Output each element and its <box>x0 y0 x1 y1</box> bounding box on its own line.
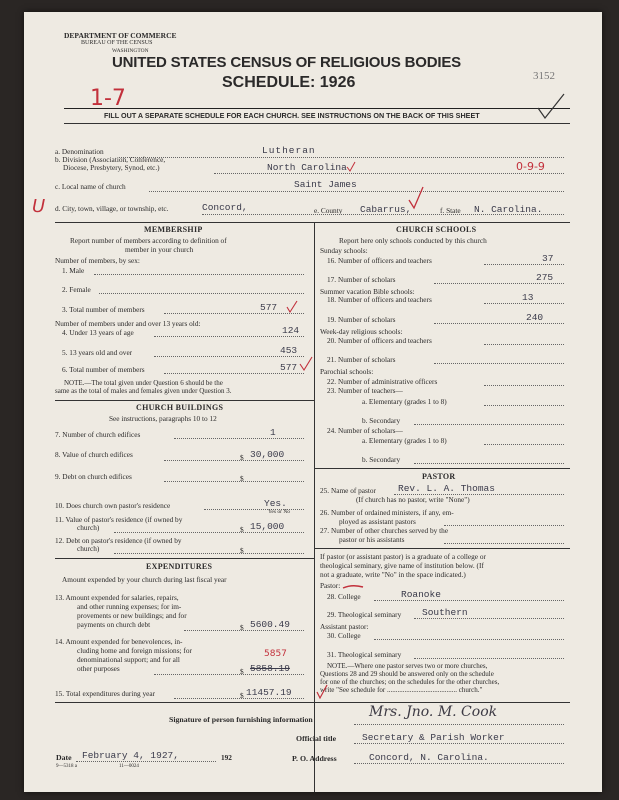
assistant-seminary-line <box>414 658 564 659</box>
benevolences-label-2: cluding home and foreign missions; for <box>77 646 192 655</box>
ordained-ministers-line <box>444 525 564 526</box>
total-members-line <box>164 313 304 314</box>
membership-intro-2: member in your church <box>125 245 194 254</box>
check-mark-icon <box>536 92 562 118</box>
sunday-officers-line <box>484 264 564 265</box>
weekday-officers-label: 20. Number of officers and teachers <box>327 336 432 345</box>
official-title-line <box>354 743 564 744</box>
sunday-officers-label: 16. Number of officers and teachers <box>327 256 432 265</box>
membership-note-2: same as the total of males and females given under Question 3. <box>55 387 232 395</box>
signature-value: Mrs. Jno. M. Cook <box>369 704 498 720</box>
assistant-seminary-label: 31. Theological seminary <box>327 650 402 659</box>
residence-debt-line <box>114 553 304 554</box>
total-expenditures-value: 11457.19 <box>246 687 292 698</box>
under-13-line <box>154 336 304 337</box>
residence-owned-label: 10. Does church own pastor's residence <box>55 501 171 510</box>
signature-line <box>354 724 564 725</box>
running-expenses-label-4: payments on church debt <box>77 620 151 629</box>
edifices-value-value: 30,000 <box>250 449 285 460</box>
edifices-debt-dollar: $ <box>240 474 244 483</box>
state-label: f. State <box>440 206 461 215</box>
teachers-elementary-line <box>484 405 564 406</box>
membership-intro: Report number of members according to definition of <box>70 236 227 245</box>
scholars-secondary-line <box>414 463 564 464</box>
schools-heading: CHURCH SCHOOLS <box>396 225 477 234</box>
total-members-age-label: 6. Total number of members <box>62 365 145 374</box>
weekday-officers-line <box>484 344 564 345</box>
pen-check-mark-icon <box>316 684 328 700</box>
footer-rule <box>55 702 570 703</box>
serial-number: 3152 <box>533 70 555 82</box>
pastor-none-hint: (If church has no pastor, write "None") <box>356 495 470 504</box>
summer-schools-label: Summer vacation Bible schools: <box>320 287 415 296</box>
denomination-line <box>119 157 564 158</box>
parochial-admin-line <box>484 385 564 386</box>
local-name-line <box>149 191 564 192</box>
schedule-title: SCHEDULE: 1926 <box>222 74 356 91</box>
official-title-value: Secretary & Parish Worker <box>362 732 505 743</box>
graduate-note-3: not a graduate, write "No" in the space indicated.) <box>320 570 466 579</box>
total-members-age-line <box>164 373 304 374</box>
city-field-label: d. City, town, village, or township, etc. <box>55 204 169 213</box>
pen-tick-county-icon <box>407 185 425 211</box>
benevolences-label: 14. Amount expended for benevolences, in- <box>55 637 183 646</box>
pastor-heading: PASTOR <box>422 472 456 481</box>
pen-tick-total-age-icon <box>299 356 313 372</box>
date-suffix: 192 <box>221 753 232 762</box>
expenditures-sub: Amount expended by your church during last fiscal year <box>62 575 227 584</box>
yes-or-no-hint: Yes or No <box>268 509 291 515</box>
instructions-line: FILL OUT A SEPARATE SCHEDULE FOR EACH CHURCH. SEE INSTRUCTIONS ON THE BACK OF THIS SHEET <box>104 111 480 120</box>
summer-officers-value: 13 <box>522 292 534 303</box>
expenditures-rule <box>55 558 314 559</box>
division-line <box>214 173 564 174</box>
running-expenses-label-3: provements or new buildings; and for <box>77 611 187 620</box>
local-name-value: Saint James <box>294 179 357 190</box>
edifices-value-dollar: $ <box>240 453 244 462</box>
sunday-officers-value: 37 <box>542 253 554 264</box>
parochial-schools-label: Parochial schools: <box>320 367 374 376</box>
summer-scholars-line <box>434 323 564 324</box>
running-expenses-label-2: and other running expenses; for im- <box>77 602 182 611</box>
running-expenses-label: 13. Amount expended for salaries, repairs, <box>55 593 179 602</box>
male-line <box>94 274 304 275</box>
summer-scholars-label: 19. Number of scholars <box>327 315 396 324</box>
total-members-value: 577 <box>260 302 278 313</box>
buildings-sub: See instructions, paragraphs 10 to 12 <box>109 414 217 423</box>
over-13-label: 5. 13 years old and over <box>62 348 133 357</box>
pastor-note-3: for one of the churches; on the schedules for the other churches, <box>320 678 500 686</box>
running-expenses-line <box>184 630 304 631</box>
members-by-sex-label: Number of members, by sex: <box>55 256 140 265</box>
sunday-schools-label: Sunday schools: <box>320 246 368 255</box>
parochial-admin-label: 22. Number of administrative officers <box>327 377 438 386</box>
po-address-label: P. O. Address <box>292 754 337 763</box>
weekday-schools-label: Week-day religious schools: <box>320 327 403 336</box>
edifices-value-line <box>164 460 304 461</box>
sunday-scholars-value: 275 <box>536 272 554 283</box>
ordained-ministers-label: 26. Number of ordained ministers, if any, em- <box>320 508 454 517</box>
pen-u-mark: U <box>32 196 46 217</box>
scholars-elementary-label: a. Elementary (grades 1 to 8) <box>362 436 447 445</box>
sunday-scholars-label: 17. Number of scholars <box>327 275 396 284</box>
total-expenditures-dollar: $ <box>240 691 244 700</box>
city-value: Concord, <box>202 202 248 213</box>
college-line <box>374 600 564 601</box>
parochial-teachers-label: 23. Number of teachers— <box>327 386 403 395</box>
date-value: February 4, 1927, <box>82 750 179 761</box>
male-label: 1. Male <box>62 266 85 275</box>
residence-value-dollar: $ <box>240 525 244 534</box>
edifices-debt-label: 9. Debt on church edifices <box>55 472 132 481</box>
graduate-rule <box>314 548 570 549</box>
edifices-value-label: 8. Value of church edifices <box>55 450 133 459</box>
seminary-label: 29. Theological seminary <box>327 610 402 619</box>
header-rule-top <box>64 108 570 109</box>
over-13-value: 453 <box>280 345 298 356</box>
college-value: Roanoke <box>401 589 441 600</box>
date-line <box>76 761 216 762</box>
residence-value-line <box>114 532 304 533</box>
pastor-note: NOTE.—Where one pastor serves two or more churches, <box>327 662 488 670</box>
residence-debt-dollar: $ <box>240 546 244 555</box>
residence-value-label: 11. Value of pastor's residence (if owned by <box>55 515 183 524</box>
residence-debt-label-2: church) <box>77 544 100 553</box>
official-title-label: Official title <box>296 734 337 743</box>
graduate-note: If pastor (or assistant pastor) is a graduate of a college or <box>320 552 486 561</box>
pastor-name-label: 25. Name of pastor <box>320 486 376 495</box>
benevolences-pen-correction: 5857 <box>264 649 287 659</box>
pen-code: 1-7 <box>90 86 126 111</box>
division-label: b. Division (Association, Conference, <box>55 155 166 164</box>
teachers-elementary-label: a. Elementary (grades 1 to 8) <box>362 397 447 406</box>
edifices-count-value: 1 <box>270 427 276 438</box>
pen-code-2: 0-9-9 <box>516 160 545 173</box>
residence-owned-value: Yes. <box>264 498 287 509</box>
pastor-note-4: write "See schedule for ........................................ church." <box>320 686 483 694</box>
division-label-2: Diocese, Presbytery, Synod, etc.) <box>63 163 160 172</box>
over-13-line <box>154 356 304 357</box>
total-expenditures-line <box>174 698 304 699</box>
other-churches-label: 27. Number of other churches served by the <box>320 526 449 535</box>
pastor-note-2: Questions 28 and 29 should be answered only on the schedule <box>320 670 494 678</box>
benevolences-dollar: $ <box>240 667 244 676</box>
form-number: 9—5318 a <box>56 764 77 769</box>
po-address-value: Concord, N. Carolina. <box>369 752 489 763</box>
department-label: DEPARTMENT OF COMMERCE <box>64 31 177 40</box>
summer-officers-label: 18. Number of officers and teachers <box>327 295 432 304</box>
division-value: North Carolina <box>267 162 347 173</box>
city-line <box>202 214 564 215</box>
total-members-label: 3. Total number of members <box>62 305 145 314</box>
weekday-scholars-label: 21. Number of scholars <box>327 355 396 364</box>
date-label: Date <box>56 753 72 762</box>
form-title: UNITED STATES CENSUS OF RELIGIOUS BODIES <box>112 54 461 71</box>
pen-dash-mark-icon <box>342 578 364 586</box>
teachers-secondary-label: b. Secondary <box>362 416 401 425</box>
benevolences-value: 5858.19 <box>250 663 290 674</box>
denomination-value: Lutheran <box>262 145 316 156</box>
signature-label: Signature of person furnishing information <box>169 715 313 724</box>
residence-debt-label: 12. Debt on pastor's residence (if owned by <box>55 536 182 545</box>
expenditures-heading: EXPENDITURES <box>146 562 213 571</box>
schools-intro: Report here only schools conducted by this church <box>339 236 487 245</box>
benevolences-label-3: denominational support; and for all <box>77 655 180 664</box>
census-form-sheet <box>24 12 602 792</box>
seminary-line <box>414 618 564 619</box>
total-expenditures-label: 15. Total expenditures during year <box>55 689 156 698</box>
other-churches-line <box>444 543 564 544</box>
scholars-elementary-line <box>484 444 564 445</box>
residence-value-value: 15,000 <box>250 521 285 532</box>
column-divider <box>314 222 315 792</box>
pastor-name-value: Rev. L. A. Thomas <box>398 483 495 494</box>
scholars-secondary-label: b. Secondary <box>362 455 401 464</box>
membership-heading: MEMBERSHIP <box>144 225 203 234</box>
edifices-debt-line <box>164 481 304 482</box>
edifices-count-line <box>174 438 304 439</box>
state-value: N. Carolina. <box>474 204 543 215</box>
teachers-secondary-line <box>414 424 564 425</box>
info-rule <box>55 222 570 223</box>
header-rule-bottom <box>64 123 570 124</box>
running-expenses-dollar: $ <box>240 623 244 632</box>
pastor-sub-label: Pastor: <box>320 581 341 590</box>
pen-tick-division-icon <box>346 160 356 172</box>
sunday-scholars-line <box>434 283 564 284</box>
buildings-heading: CHURCH BUILDINGS <box>136 403 224 412</box>
parochial-scholars-label: 24. Number of scholars— <box>327 426 403 435</box>
seminary-value: Southern <box>422 607 468 618</box>
under-13-label: 4. Under 13 years of age <box>62 328 134 337</box>
county-value: Cabarrus, <box>360 204 412 215</box>
residence-value-label-2: church) <box>77 523 100 532</box>
buildings-rule <box>55 400 314 401</box>
summer-officers-line <box>484 303 564 304</box>
bureau-label: BUREAU OF THE CENSUS <box>81 40 153 46</box>
female-line <box>99 293 304 294</box>
ordained-ministers-label-2: ployed as assistant pastors <box>339 517 416 526</box>
running-expenses-value: 5600.49 <box>250 619 290 630</box>
benevolences-line <box>154 674 304 675</box>
denomination-label: a. Denomination <box>55 147 104 156</box>
membership-note: NOTE.—The total given under Question 6 should be the <box>64 379 223 387</box>
members-by-age-label: Number of members under and over 13 years old: <box>55 319 201 328</box>
college-label: 28. College <box>327 592 361 601</box>
assistant-college-line <box>374 639 564 640</box>
graduate-note-2: theological seminary, give name of institution below. (If <box>320 561 484 570</box>
under-13-value: 124 <box>282 325 300 336</box>
summer-scholars-value: 240 <box>526 312 544 323</box>
form-number-2: 11—0024 <box>119 764 139 769</box>
edifices-count-label: 7. Number of church edifices <box>55 430 141 439</box>
female-label: 2. Female <box>62 285 91 294</box>
benevolences-label-4: other purposes <box>77 664 120 673</box>
po-address-line <box>354 763 564 764</box>
other-churches-label-2: pastor or his assistants <box>339 535 405 544</box>
assistant-college-label: 30. College <box>327 631 361 640</box>
local-name-label: c. Local name of church <box>55 182 126 191</box>
total-members-age-value: 577 <box>280 362 298 373</box>
city-label: WASHINGTON <box>112 48 149 54</box>
assistant-pastor-label: Assistant pastor: <box>320 622 369 631</box>
weekday-scholars-line <box>434 363 564 364</box>
county-label: e. County <box>314 206 343 215</box>
pastor-rule <box>314 468 570 469</box>
pen-tick-total-icon <box>286 300 298 314</box>
